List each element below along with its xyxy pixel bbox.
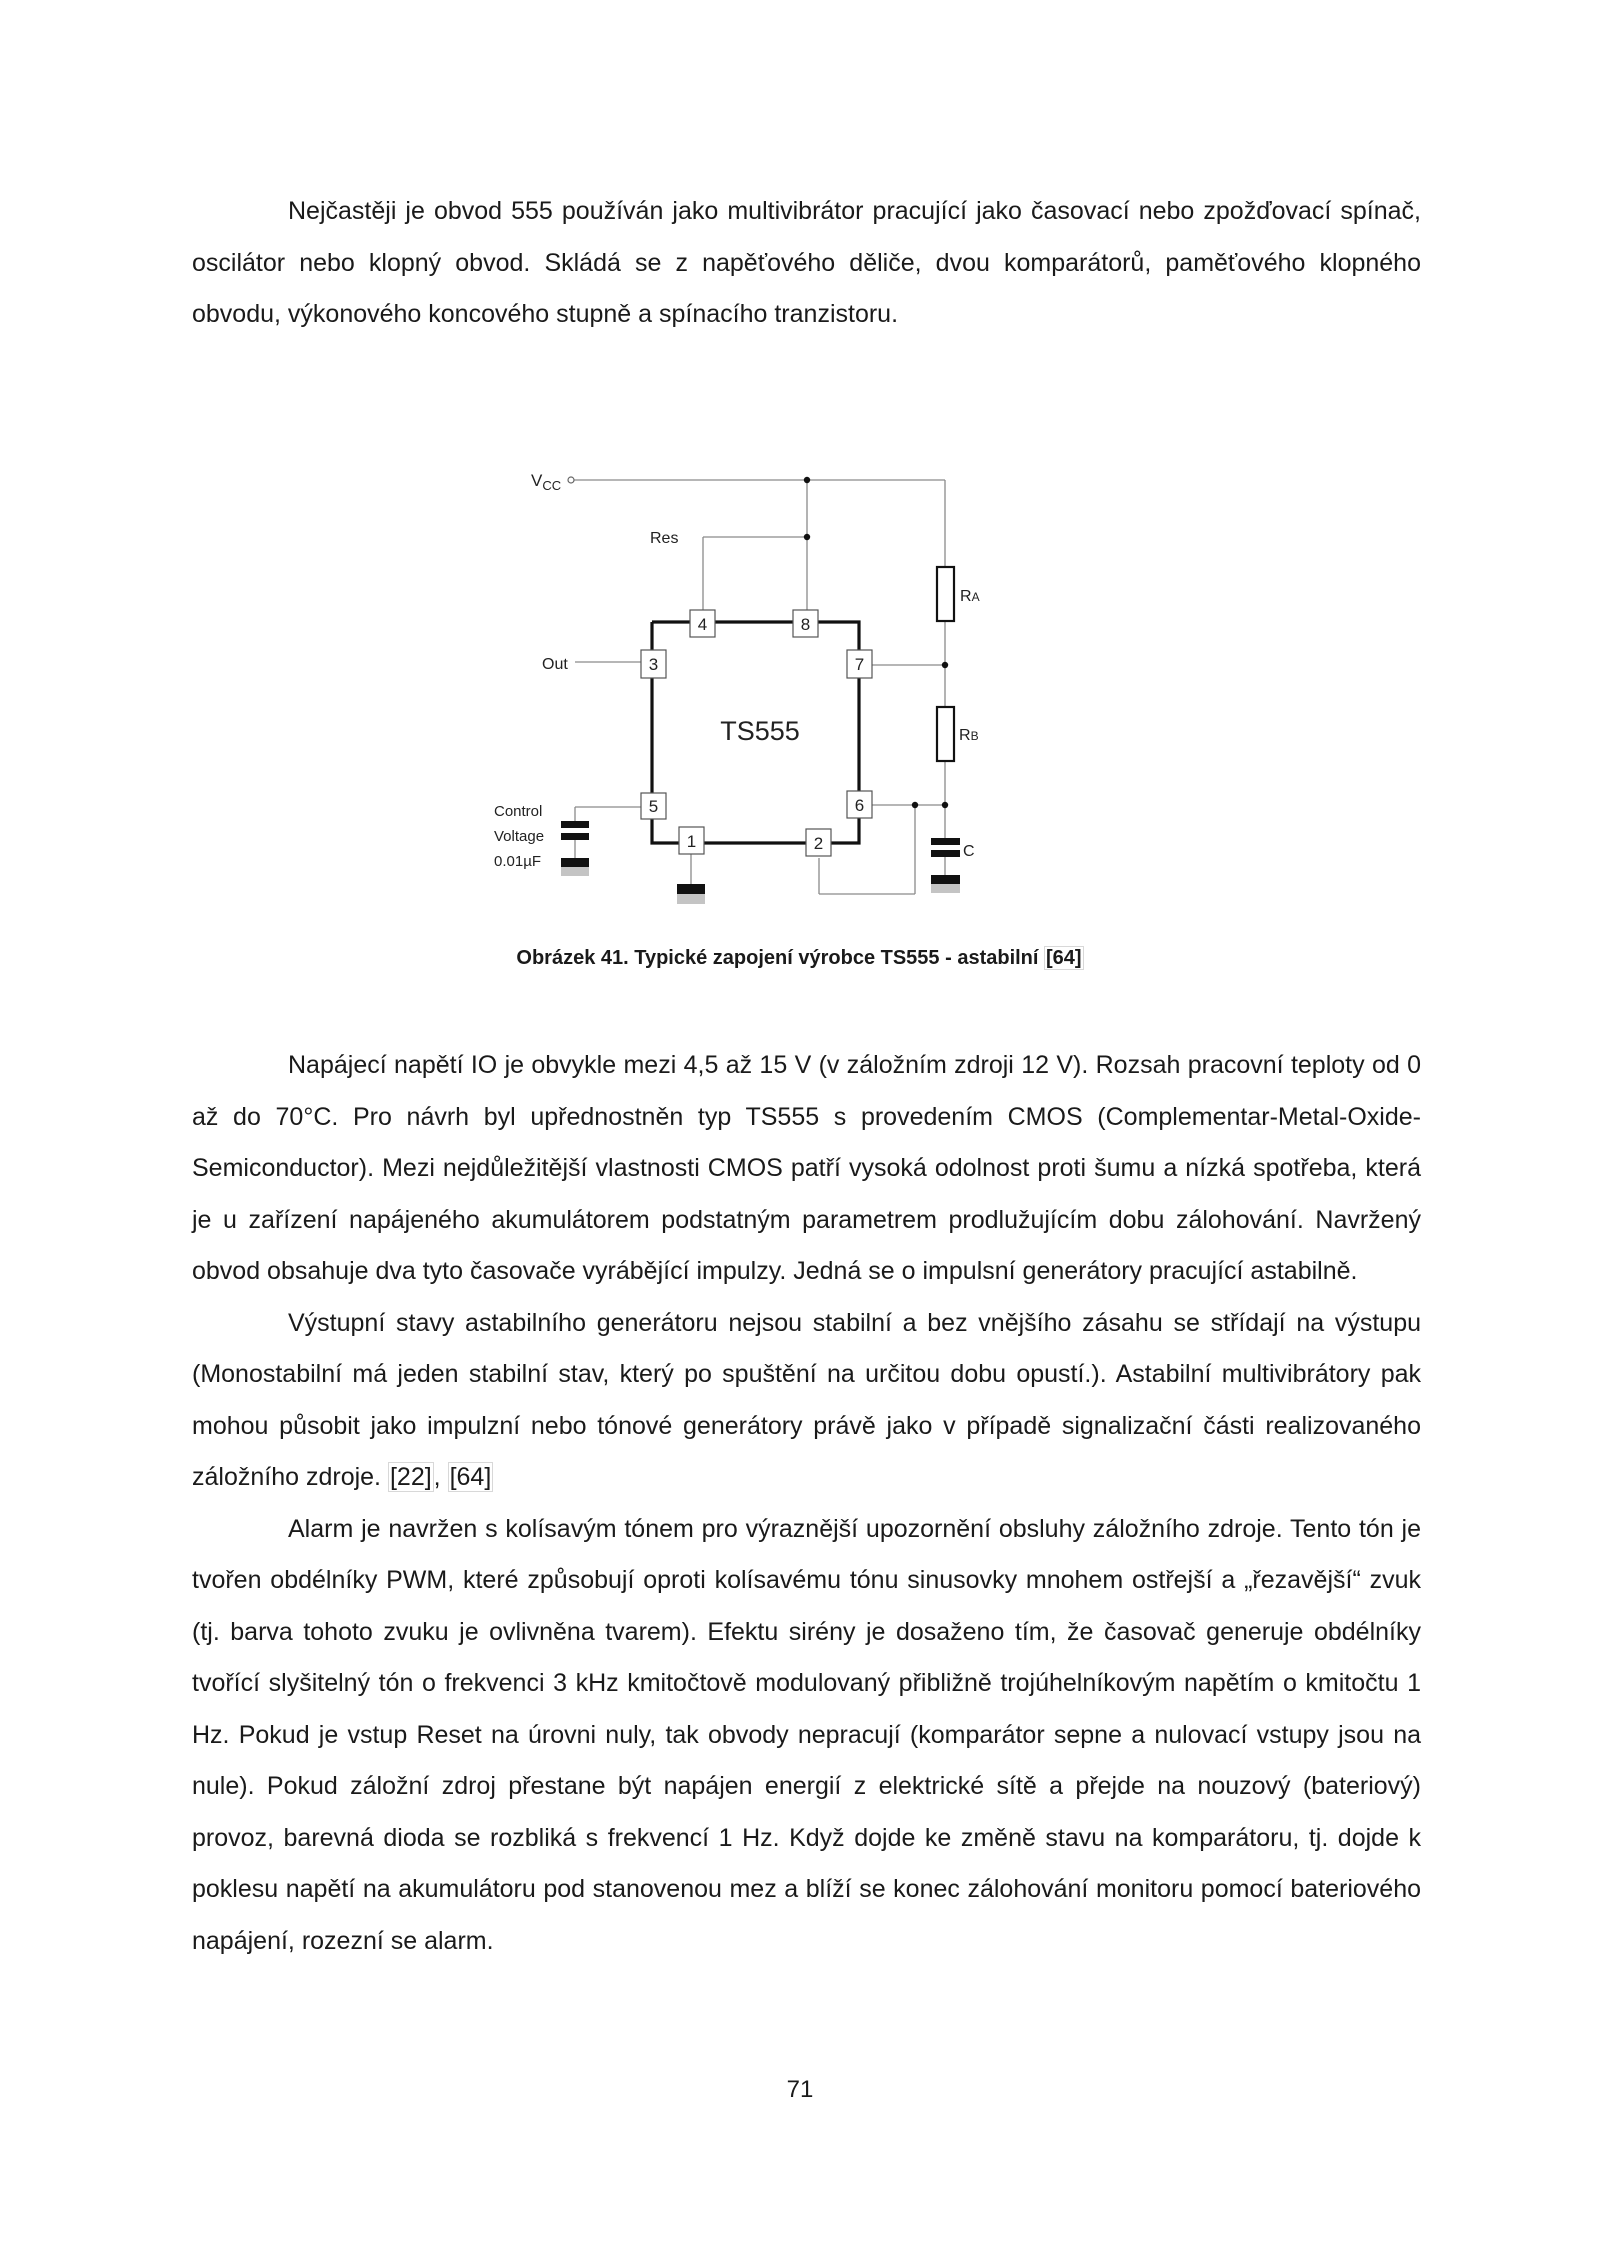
paragraph-supply: Napájecí napětí IO je obvykle mezi 4,5 až 15 V (v záložním zdroji 12 V). Rozsah pracovní teploty od 0 až do 70°C. Pro návrh byl upřednostněn typ TS555 s provedením CMOS (Complementar-Metal-Oxide-Semiconductor). Mezi nejdůležitější vlastnosti CMOS patří vysoká odolnost proti šumu a nízká spotřeba, která je u zařízení napájeného akumulátorem podstatným parametrem prodlužujícím dobu zálohování. Navržený obvod obsahuje dva tyto časovače vyrábějící impulzy. Jedná se o impulsní generátory pracující astabilně. xyxy=(192,1051,1421,1285)
reference-separator: , xyxy=(433,1463,448,1491)
control-label-1: Control xyxy=(494,803,543,820)
ground-icon xyxy=(677,884,705,904)
res-label: Res xyxy=(650,530,679,547)
paragraph-outputs-text: Výstupní stavy astabilního generátoru nejsou stabilní a bez vnějšího zásahu se střídají na výstupu (Monostabilní má jeden stabilní stav, který po spuštění na určitou dobu opustí.). Astabilní multivibrátory pak mohou působit jako impulzní nebo tónové generátory právě jako v případě signalizační části realizovaného záložního zdroje. xyxy=(192,1308,1421,1491)
chip-name-label: TS555 xyxy=(720,716,800,746)
paragraph-intro: Nejčastěji je obvod 555 používán jako multivibrátor pracující jako časovací nebo zpožďovací spínač, oscilátor nebo klopný obvod. Skládá se z napěťového děliče, dvou komparátorů, paměťového klopného obvodu, výkonového koncového stupně a spínacího tranzistoru. xyxy=(192,197,1421,328)
paragraph-alarm: Alarm je navržen s kolísavým tónem pro výraznější upozornění obsluhy záložního zdroje. Tento tón je tvořen obdélníky PWM, které způsobují oproti kolísavému tónu sinusovky mnohem ostřejší a „řezavější“ zvuk (tj. barva tohoto zvuku je ovlivněna tvarem). Efektu sirény je dosaženo tím, že časovač generuje obdélníky tvořící slyšitelný tón o frekvenci 3 kHz kmitočtově modulovaný přibližně trojúhelníkovým napětím o kmitočtu 1 Hz. Pokud je vstup Reset na úrovni nuly, tak obvody nepracují (komparátor sepne a nulovací vstupy jsou na nule). Pokud záložní zdroj přestane být napájen energií z elektrické sítě a přejde na nouzový (bateriový) provoz, barevná dioda se rozbliká s frekvencí 1 Hz. Když dojde ke změně stavu na komparátoru, tj. dojde k poklesu napětí na akumulátoru pod stanovenou mez a blíží se konec zálohování monitoru pomocí bateriového napájení, rozezní se alarm. xyxy=(192,1514,1421,1955)
resistor-ra-icon xyxy=(937,567,954,621)
pin-8-label: 8 xyxy=(800,615,811,634)
pin-6-label: 6 xyxy=(854,796,865,815)
pin-3-label: 3 xyxy=(648,655,659,674)
pin-4-label: 4 xyxy=(697,615,708,634)
out-label: Out xyxy=(542,656,568,673)
c-label: C xyxy=(963,843,975,860)
resistor-rb-icon xyxy=(937,707,954,761)
caption-reference-link[interactable]: [64] xyxy=(1046,947,1082,969)
vcc-terminal-icon xyxy=(568,477,574,483)
figure-caption xyxy=(0,947,1600,970)
ts555-circuit-diagram xyxy=(480,450,1040,930)
paragraph-outputs xyxy=(192,1298,1421,1504)
body-text xyxy=(192,1040,1421,1967)
pin-7-label: 7 xyxy=(854,655,865,674)
caption-text: Obrázek 41. Typické zapojení výrobce TS555 - astabilní xyxy=(516,947,1039,969)
control-label-3: 0.01µF xyxy=(494,853,541,870)
ra-label: RA xyxy=(960,588,980,605)
pin-1-label: 1 xyxy=(686,832,697,851)
page-number: 71 xyxy=(786,2076,814,2103)
reference-link-64[interactable]: [64] xyxy=(449,1463,492,1491)
capacitor-c-icon xyxy=(931,838,960,893)
pin-2-label: 2 xyxy=(813,834,824,853)
rb-label: RB xyxy=(959,727,979,744)
pin-5-label: 5 xyxy=(648,797,659,816)
control-label-2: Voltage xyxy=(494,828,545,845)
intro-text xyxy=(192,186,1421,341)
vcc-label: $V_{CC}$ xyxy=(531,471,562,493)
reference-link-22[interactable]: [22] xyxy=(389,1463,432,1491)
